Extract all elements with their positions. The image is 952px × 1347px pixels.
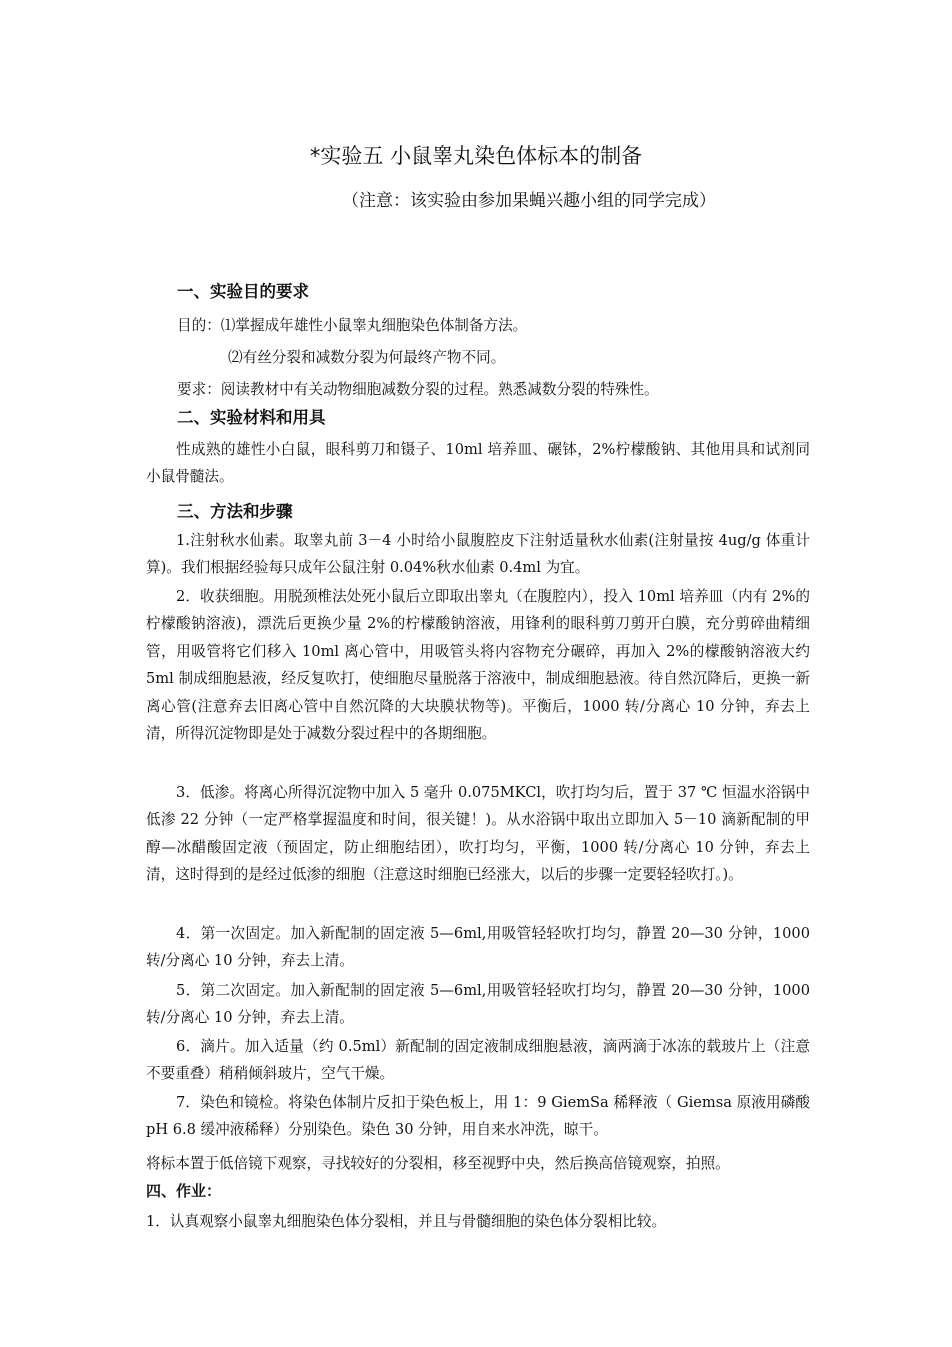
section-heading-assignment: 四、作业：	[146, 1182, 222, 1200]
page-title: *实验五 小鼠睾丸染色体标本的制备	[309, 144, 643, 168]
assignment-item-1: 1．认真观察小鼠睾丸细胞染色体分裂相，并且与骨髓细胞的染色体分裂相比较。	[146, 1213, 667, 1230]
purpose-line-2: ⑵有丝分裂和减数分裂为何最终产物不同。	[228, 349, 506, 366]
step-7-paragraph: 7．染色和镜检。将染色体制片反扣于染色板上，用 1：9 GiemSa 稀释液（ Giemsa 原液用磷酸 pH 6.8 缓冲液稀释）分别染色。染色 30 分钟，用自来水冲洗，晾干。	[146, 1094, 810, 1139]
step-6-paragraph: 6．滴片。加入适量（约 0.5ml）新配制的固定液制成细胞悬液，滴两滴于冰冻的载玻片上（注意不要重叠）稍稍倾斜玻片，空气干燥。	[146, 1038, 810, 1083]
section-heading-purpose: 一、实验目的要求	[177, 282, 309, 301]
materials-paragraph: 性成熟的雄性小白鼠，眼科剪刀和镊子、10ml 培养皿、碾钵，2%柠檬酸钠、其他用具和试剂同小鼠骨髓法。	[146, 441, 810, 486]
section-heading-methods: 三、方法和步骤	[177, 502, 293, 521]
step-4-paragraph: 4．第一次固定。加入新配制的固定液 5—6ml,用吸管轻轻吹打均匀，静置 20—30 分钟，1000 转/分离心 10 分钟，弃去上清。	[146, 925, 810, 970]
step-1-paragraph: 1.注射秋水仙素。取睾丸前 3－4 小时给小鼠腹腔皮下注射适量秋水仙素(注射量按 4ug/g 体重计算)。我们根据经验每只成年公鼠注射 0.04%秋水仙素 0.4ml 为宜。	[146, 532, 811, 577]
step-3-paragraph: 3．低渗。将离心所得沉淀物中加入 5 毫升 0.075MKCl，吹打均匀后，置于 37 ℃ 恒温水浴锅中低渗 22 分钟（一定严格掌握温度和时间，很关键！)。从水浴锅中取出立即加入 5－10 滴新配制的甲醇—冰醋酸固定液（预固定，防止细胞结团），吹打均匀，平衡，1000 转/分离心 10 分钟，弃去上清，这时得到的是经过低渗的细胞（注意这时细胞已经涨大，以后的步骤一定要轻轻吹打。)。	[146, 784, 810, 884]
step-5-paragraph: 5．第二次固定。加入新配制的固定液 5—6ml,用吸管轻轻吹打均匀，静置 20—30 分钟，1000 转/分离心 10 分钟，弃去上清。	[146, 982, 810, 1027]
page-subtitle: （注意：该实验由参加果蝇兴趣小组的同学完成）	[342, 191, 716, 211]
step-2-paragraph: 2．收获细胞。用脱颈椎法处死小鼠后立即取出睾丸（在腹腔内），投入 10ml 培养皿（内有 2%的柠檬酸钠溶液)，漂洗后更换少量 2%的柠檬酸钠溶液，用锋利的眼科剪刀剪开白膜，充分剪碎曲精细管，用吸管将它们移入 10ml 离心管中，用吸管头将内容物充分碾碎，再加入 2%的檬酸钠溶液大约 5ml 制成细胞悬液，经反复吹打，使细胞尽量脱落于溶液中，制成细胞悬液。待自然沉降后，更换一新离心管(注意弃去旧离心管中自然沉降的大块膜状物等)。平衡后，1000 转/分离心 10 分钟，弃去上清，所得沉淀物即是处于减数分裂过程中的各期细胞。	[146, 588, 810, 743]
requirement-line: 要求：阅读教材中有关动物细胞减数分裂的过程。熟悉减数分裂的特殊性。	[177, 381, 659, 398]
observation-line: 将标本置于低倍镜下观察，寻找较好的分裂相，移至视野中央，然后换高倍镜观察，拍照。	[146, 1155, 730, 1172]
purpose-line-1: 目的：⑴掌握成年雄性小鼠睾丸细胞染色体制备方法。	[177, 317, 528, 334]
section-heading-materials: 二、实验材料和用具	[177, 408, 326, 427]
